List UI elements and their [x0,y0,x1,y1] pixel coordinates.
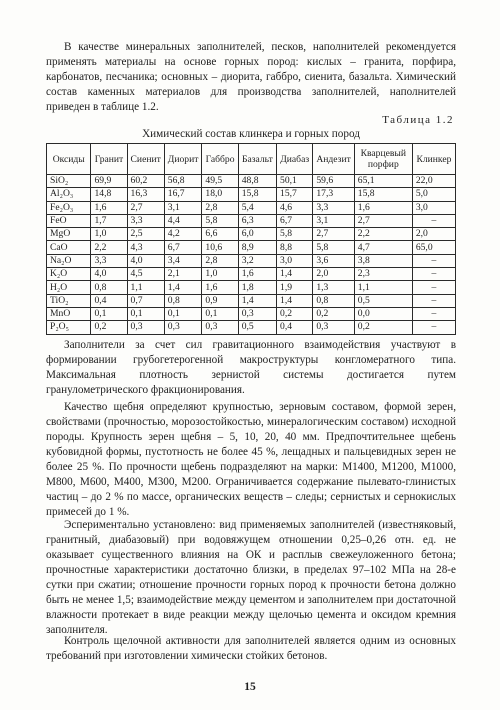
header-clinker: Клинкер [412,144,455,175]
oxide-name-cell: FeO [47,214,91,227]
header-granite: Гранит [91,144,127,175]
value-cell: 1,6 [91,201,127,214]
value-cell: 3,3 [91,254,127,267]
value-cell: 0,1 [202,307,238,320]
value-cell: 4,4 [164,214,202,227]
value-cell: 3,4 [164,254,202,267]
table-row [47,241,456,254]
value-cell: 0,1 [91,307,127,320]
value-cell: 18,0 [202,188,238,201]
value-cell: 5,8 [313,241,354,254]
value-cell: – [412,214,455,227]
value-cell: 0,2 [313,307,354,320]
table-row [47,228,456,241]
oxide-name-cell: CaO [47,241,91,254]
header-quartz-porphyry: Кварцевый порфир [354,144,412,175]
value-cell: 0,4 [91,294,127,307]
value-cell: 0,7 [127,294,164,307]
oxide-name-cell: MgO [47,228,91,241]
alkali-control-paragraph: Контроль щелочной активности для заполнителей является одним из основных требований при изготовлении химически стойких бетонов. [46,635,456,662]
value-cell: 2,3 [354,268,412,281]
value-cell: 1,4 [277,294,313,307]
value-cell: 14,8 [91,188,127,201]
value-cell: 48,8 [238,175,276,188]
value-cell: 65,1 [354,175,412,188]
value-cell: 2,2 [91,241,127,254]
table-caption: Химический состав клинкера и горных пород [142,128,360,140]
table-row [47,268,456,281]
value-cell: 1,0 [202,268,238,281]
oxide-name-cell: TiO₂ [47,294,91,307]
table-row [47,307,456,320]
value-cell: 0,3 [164,321,202,334]
value-cell: – [412,294,455,307]
value-cell: 10,6 [202,241,238,254]
chemical-composition-table [46,143,456,335]
value-cell: 1,3 [313,281,354,294]
value-cell: 1,4 [164,281,202,294]
oxide-name-cell: Al₂O₃ [47,188,91,201]
value-cell: – [412,307,455,320]
value-cell: 1,8 [238,281,276,294]
value-cell: 2,7 [354,214,412,227]
value-cell: 50,1 [277,175,313,188]
value-cell: 2,0 [313,268,354,281]
value-cell: 1,6 [354,201,412,214]
value-cell: 2,8 [202,201,238,214]
header-basalt: Базальт [238,144,276,175]
value-cell: 1,6 [202,281,238,294]
value-cell: 4,7 [354,241,412,254]
value-cell: 3,8 [354,254,412,267]
header-diabase: Диабаз [277,144,313,175]
table-row [47,201,456,214]
header-syenite: Сиенит [127,144,164,175]
value-cell: 0,2 [354,321,412,334]
value-cell: 1,4 [277,268,313,281]
value-cell: 15,8 [354,188,412,201]
crushed-stone-paragraph: Качество щебня определяют крупностью, зерновым составом, формой зерен, свойствами (прочностью, морозостойкостью, минералогическим составом) исходной породы. Крупность зерен щебня – 5, 10, 20, 40 мм. Предпочтительнее щебень кубовидной формы, пустотность не более 45 %, лещадных и пальцевидных зерен не более 25 %. По прочности щебень подразделяют на марки: М1400, М1200, М1000, М800, М600, М400, М300, М200. Ограничивается содержание пылевато-глинистых частиц – до 2 % по массе, органических веществ – следы; сернистых и сернокислых примесей до 1 %. [46,401,456,518]
value-cell: 0,8 [164,294,202,307]
value-cell: 0,5 [354,294,412,307]
value-cell: 4,0 [91,268,127,281]
value-cell: 65,0 [412,241,455,254]
value-cell: 15,8 [238,188,276,201]
value-cell: 4,6 [277,201,313,214]
table-row [47,175,456,188]
value-cell: 0,8 [313,294,354,307]
experiment-paragraph: Эспериментально установлено: вид применяемых заполнителей (известняковый, гранитный, диабазовый) при водовяжущем отношении 0,25–0,26 отн. ед. не оказывает существенного влияния на ОК и расплыв свежеуложенного бетона; прочностные характеристики достаточно близки, в пределах 97–102 МПа на 28-е сутки при сжатии; отношение прочности горных пород к прочности бетона должно быть не менее 1,5; взаимодействие между цементом и заполнителем при достаточной влажности протекает в виде реакции между щелочью цемента и оксидом кремния заполнителя. [46,519,456,636]
value-cell: 16,7 [164,188,202,201]
value-cell: 1,4 [238,294,276,307]
value-cell: 0,0 [354,307,412,320]
table-row [47,281,456,294]
intro-paragraph: В качестве минеральных заполнителей, песков, наполнителей рекомендуется применять материалы на основе горных пород: кислых – гранита, порфира, карбонатов, песчаника; основных – диорита, габбро, сиенита, базальта. Химический состав каменных материалов для производства заполнителей, наполнителей приведен в таблице 1.2. [46,41,456,113]
value-cell: 5,0 [412,188,455,201]
value-cell: 3,1 [164,201,202,214]
value-cell: 0,8 [91,281,127,294]
oxide-name-cell: Na₂O [47,254,91,267]
value-cell: 2,2 [354,228,412,241]
header-oxides: Оксиды [47,144,91,175]
page-number: 15 [244,681,256,693]
value-cell: 0,3 [202,321,238,334]
oxide-name-cell: H₂O [47,281,91,294]
value-cell: 2,8 [202,254,238,267]
value-cell: 1,9 [277,281,313,294]
oxide-name-cell: Fe₂O₃ [47,201,91,214]
value-cell: 60,2 [127,175,164,188]
value-cell: 59,6 [313,175,354,188]
value-cell: 2,5 [127,228,164,241]
value-cell: 0,3 [238,307,276,320]
value-cell: 15,7 [277,188,313,201]
value-cell: 0,1 [127,307,164,320]
value-cell: 0,3 [127,321,164,334]
value-cell: 2,0 [412,228,455,241]
table-row [47,214,456,227]
header-diorite: Диорит [164,144,202,175]
value-cell: 3,6 [313,254,354,267]
value-cell: – [412,321,455,334]
value-cell: 17,3 [313,188,354,201]
table-row [47,321,456,334]
value-cell: 3,2 [238,254,276,267]
value-cell: 16,3 [127,188,164,201]
value-cell: 1,0 [91,228,127,241]
value-cell: 0,4 [277,321,313,334]
fillers-paragraph: Заполнители за счет сил гравитационного взаимодействия участвуют в формировании грубогетерогенной макроструктуры конгломератного типа. Максимальная плотность зернистой системы достигается путем гранулометрического фракционирования. [46,339,456,396]
header-andesite: Андезит [313,144,354,175]
value-cell: 56,8 [164,175,202,188]
value-cell: 6,0 [238,228,276,241]
value-cell: 0,2 [277,307,313,320]
value-cell: 1,1 [354,281,412,294]
value-cell: – [412,281,455,294]
value-cell: 0,5 [238,321,276,334]
value-cell: 3,0 [412,201,455,214]
oxide-name-cell: K₂O [47,268,91,281]
value-cell: 3,3 [127,214,164,227]
value-cell: 8,8 [277,241,313,254]
value-cell: 6,7 [164,241,202,254]
value-cell: 4,3 [127,241,164,254]
value-cell: 2,1 [164,268,202,281]
oxide-name-cell: MnO [47,307,91,320]
value-cell: 4,0 [127,254,164,267]
header-gabbro: Габбро [202,144,238,175]
value-cell: 5,4 [238,201,276,214]
value-cell: 49,5 [202,175,238,188]
value-cell: 0,3 [313,321,354,334]
oxide-name-cell: SiO₂ [47,175,91,188]
value-cell: 1,1 [127,281,164,294]
value-cell: 3,1 [313,214,354,227]
value-cell: 8,9 [238,241,276,254]
value-cell: 0,1 [164,307,202,320]
value-cell: 22,0 [412,175,455,188]
value-cell: 4,5 [127,268,164,281]
value-cell: 0,9 [202,294,238,307]
value-cell: 2,7 [127,201,164,214]
value-cell: 1,7 [91,214,127,227]
value-cell: 6,3 [238,214,276,227]
table-row [47,294,456,307]
value-cell: 5,8 [202,214,238,227]
value-cell: 0,2 [91,321,127,334]
value-cell: 4,2 [164,228,202,241]
value-cell: 3,0 [277,254,313,267]
value-cell: 69,9 [91,175,127,188]
oxide-name-cell: P₂O₅ [47,321,91,334]
value-cell: – [412,268,455,281]
value-cell: 5,8 [277,228,313,241]
value-cell: 2,7 [313,228,354,241]
table-header-row [47,144,456,175]
value-cell: 1,6 [238,268,276,281]
value-cell: 6,6 [202,228,238,241]
table-row [47,188,456,201]
table-body [47,175,456,335]
table-label: Таблица 1.2 [382,114,454,126]
value-cell: 6,7 [277,214,313,227]
value-cell: 3,3 [313,201,354,214]
value-cell: – [412,254,455,267]
table-row [47,254,456,267]
